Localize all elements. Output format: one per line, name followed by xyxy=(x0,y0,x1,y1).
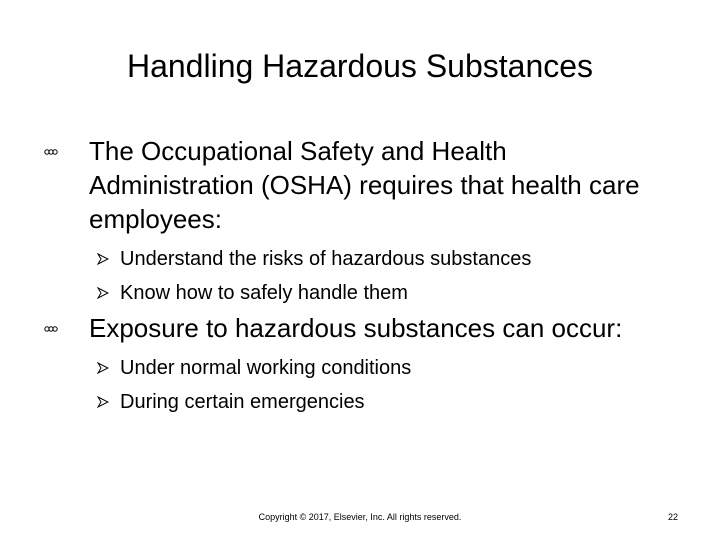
bullet-icon xyxy=(44,148,58,156)
sub-item-text: Understand the risks of hazardous substances xyxy=(120,248,532,270)
sub-item xyxy=(44,276,644,310)
bullet-text: Exposure to hazardous substances can occur: xyxy=(89,313,623,343)
copyright-notice: Copyright © 2017, Elsevier, Inc. All rights reserved. xyxy=(258,512,462,522)
slide-title: Handling Hazardous Substances xyxy=(126,48,594,84)
sub-item-text: During certain emergencies xyxy=(120,391,365,413)
sub-list xyxy=(44,242,644,310)
bullet-row xyxy=(44,311,644,345)
sub-item-text: Know how to safely handle them xyxy=(120,282,408,304)
slide-footer xyxy=(0,510,720,524)
sub-list xyxy=(44,351,644,419)
sub-item xyxy=(44,385,644,419)
bullet-item xyxy=(44,134,644,310)
arrow-bullet-icon xyxy=(97,396,109,408)
page-number: 22 xyxy=(667,512,678,522)
bullet-item xyxy=(44,311,644,419)
bullet-row xyxy=(44,134,644,236)
arrow-bullet-icon xyxy=(97,287,109,299)
bullet-icon xyxy=(44,325,58,333)
bullet-text: The Occupational Safety and Health Administration (OSHA) requires that health care employees: xyxy=(89,136,640,234)
sub-item xyxy=(44,242,644,276)
sub-item xyxy=(44,351,644,385)
arrow-bullet-icon xyxy=(97,362,109,374)
arrow-bullet-icon xyxy=(97,253,109,265)
sub-item-text: Under normal working conditions xyxy=(120,357,412,379)
